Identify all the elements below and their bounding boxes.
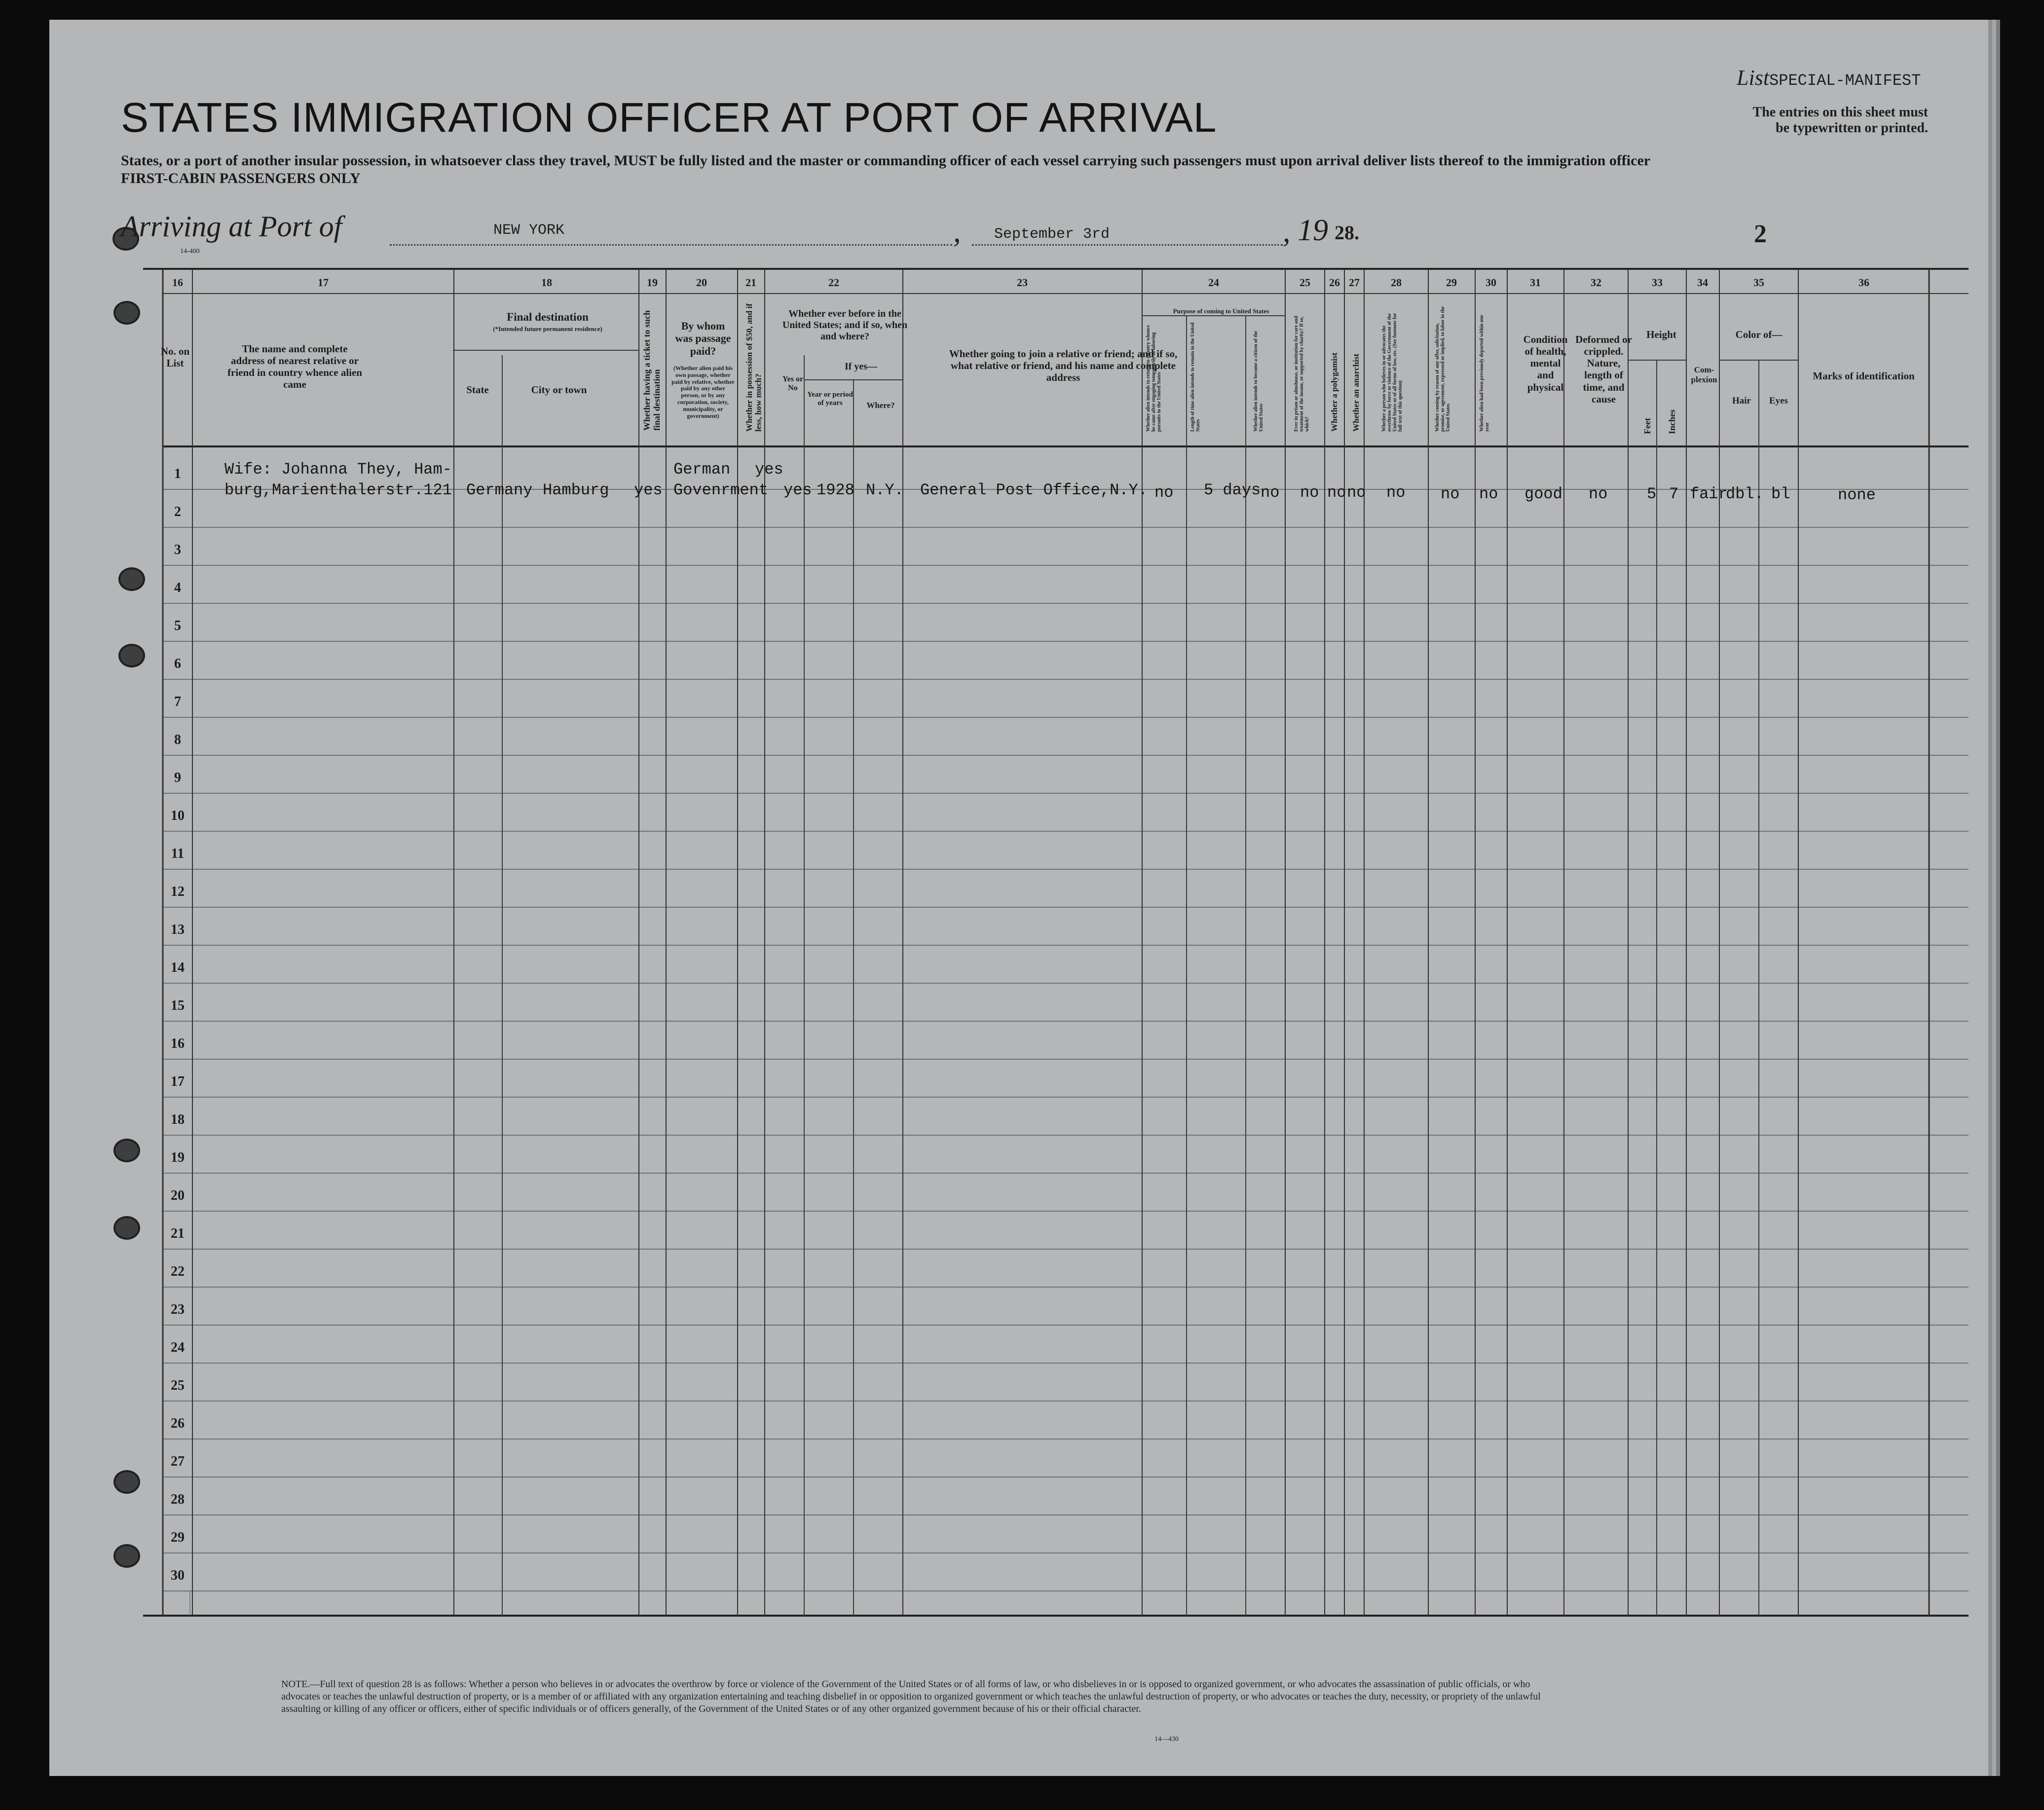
column-number-23: 23 xyxy=(1017,276,1028,289)
small-form-number: 14-400 xyxy=(180,248,200,255)
marks-value: none xyxy=(1838,486,1876,504)
destination-city: Hamburg xyxy=(543,481,609,499)
col27-header: Whether an anarchist xyxy=(1351,353,1361,432)
prison-value: no xyxy=(1300,483,1319,502)
column-number-26: 26 xyxy=(1329,276,1340,289)
col21-header: Whether in possession of $50, and if less, how much? xyxy=(744,303,763,432)
length-of-stay-value: 5 days xyxy=(1204,481,1261,499)
row-number: 7 xyxy=(174,694,181,709)
instructions-line-1: States, or a port of another insular possession, in whatsoever class they travel, MUST be fully listed and the master or commanding officer of each vessel carrying such passengers must upon arrival deliver lists thereof to the immigration officer xyxy=(121,152,1651,169)
col26-header: Whether a polygamist xyxy=(1330,352,1339,432)
hair-value: dbl. xyxy=(1726,485,1764,503)
column-number-31: 31 xyxy=(1530,276,1541,289)
form-title: STATES IMMIGRATION OFFICER AT PORT OF ARRIVAL xyxy=(121,94,1217,141)
before-yesno-value: yes xyxy=(783,481,812,499)
inches-value: 7 xyxy=(1669,485,1679,503)
row-number: 5 xyxy=(174,618,181,633)
health-value: good xyxy=(1524,485,1562,503)
col33-feet-header: Feet xyxy=(1642,418,1652,434)
row-number: 20 xyxy=(171,1188,185,1203)
row-number: 3 xyxy=(174,542,181,557)
row-number: 9 xyxy=(174,770,181,785)
list-value: SPECIAL-MANIFEST xyxy=(1769,72,1921,90)
join-value: General Post Office,N.Y. xyxy=(920,481,1148,499)
date-comma: , xyxy=(1283,215,1291,249)
column-number-24: 24 xyxy=(1208,276,1219,289)
deported-value: no xyxy=(1479,485,1498,503)
col33-header: Height xyxy=(1646,329,1676,340)
column-number-36: 36 xyxy=(1858,276,1869,289)
col22-where-header: Where? xyxy=(866,401,895,410)
row-number: 21 xyxy=(171,1226,185,1241)
row-number: 30 xyxy=(171,1568,185,1583)
col16-header: No. on List xyxy=(160,345,190,369)
column-number-16: 16 xyxy=(172,276,183,289)
footnote: NOTE.—Full text of question 28 is as follows: Whether a person who believes in or advocates the overthrow by force or violence of the Government of the United States or of all forms of law, or who disbelieves in or is opposed to organized government, or who advocates the assassination of public officials, or who advocates or teaches the unlawful destruction of property, or is a member of or affiliated with any organization entertaining and teaching disbelief in or opposition to organized government or which teaches the unlawful destruction of property, or who advocates or teaches the duty, necessity, or propriety of the unlawful assaulting or killing of any officer or officers, either of specific individuals or of officers generally, of the Government of the United States or of any other organized government because of his or their official character. xyxy=(281,1679,1541,1714)
list-label-text: List xyxy=(1737,66,1770,90)
col18-state-header: State xyxy=(466,384,489,396)
page-number: 2 xyxy=(1754,220,1767,248)
col19-header: Whether having a ticket to such final destination xyxy=(642,310,662,431)
col22-ifyes-header: If yes— xyxy=(844,361,878,372)
col31-header: Condition of health, mental and physical xyxy=(1523,333,1568,393)
col22-header: Whether ever before in the United States; and if so, when and where? xyxy=(782,308,908,342)
row-number: 4 xyxy=(174,580,181,595)
column-number-21: 21 xyxy=(745,276,756,289)
col25-header: Ever in prison or almshouse, or institution for care and treatment of the insane, or supported by charity? If so, which? xyxy=(1294,316,1310,432)
col35-eyes-header: Eyes xyxy=(1769,396,1788,406)
row-number: 12 xyxy=(171,884,185,899)
col24-sub2-header: Length of time alien intends to remain in the United States xyxy=(1190,322,1201,432)
row-number: 18 xyxy=(171,1112,185,1127)
row-number: 17 xyxy=(171,1074,185,1089)
date-value: September 3rd xyxy=(994,226,1110,243)
before-year-value: 1928 xyxy=(817,481,855,499)
row-number: 27 xyxy=(171,1454,185,1469)
paid-by-line-2: Govenrment xyxy=(673,481,769,499)
column-number-27: 27 xyxy=(1349,276,1360,289)
col24-header: Purpose of coming to United States xyxy=(1173,307,1269,315)
contract-labor-value: no xyxy=(1441,485,1460,503)
row-number: 1 xyxy=(174,466,181,481)
col36-header: Marks of identification xyxy=(1813,370,1915,382)
column-number-30: 30 xyxy=(1486,276,1496,289)
port-value: NEW YORK xyxy=(493,222,565,239)
col35-header: Color of— xyxy=(1735,329,1783,340)
col20-header: By whom was passage paid? xyxy=(675,320,731,357)
row-number: 13 xyxy=(171,922,185,937)
year-suffix: 28. xyxy=(1335,222,1359,244)
col24-sub1-header: Whether alien intends to return to country whence he came after engaging temporarily in laboring pursuits in the United States xyxy=(1146,325,1162,432)
row-number: 16 xyxy=(171,1036,185,1051)
column-number-20: 20 xyxy=(696,276,707,289)
citizen-value: no xyxy=(1261,483,1280,502)
col20-subheader: (Whether alien paid his own passage, whether paid by relative, whether paid by any other person, or by any corporation, society, municipality, or government) xyxy=(671,365,735,419)
col28-header: Whether a person who believes in or advocates the overthrow by force or violence of the Government of the United States or of all forms of law, etc. (See footnote for full text of this question) xyxy=(1381,313,1403,432)
return-intent-value: no xyxy=(1154,483,1174,502)
col32-header: Deformed or crippled. Nature, length of time, and cause xyxy=(1575,333,1632,405)
paid-by-line-1: German xyxy=(673,460,731,479)
row-number: 2 xyxy=(174,504,181,519)
col24-sub3-header: Whether alien intends to become a citizen of the United States xyxy=(1253,331,1264,432)
row-number: 28 xyxy=(171,1492,185,1507)
column-number-35: 35 xyxy=(1753,276,1764,289)
deformed-value: no xyxy=(1589,485,1608,503)
row-number: 24 xyxy=(171,1340,185,1355)
year-prefix: 19 xyxy=(1298,214,1328,247)
row-number: 26 xyxy=(171,1416,185,1431)
col33-inches-header: Inches xyxy=(1667,409,1677,434)
column-number-25: 25 xyxy=(1300,276,1310,289)
footnote-form-number: 14—430 xyxy=(1154,1736,1179,1743)
column-number-33: 33 xyxy=(1652,276,1663,289)
col23-header: Whether going to join a relative or friend; and if so, what relative or friend, and his name and complete address xyxy=(949,348,1178,384)
row-number: 29 xyxy=(171,1530,185,1545)
relative-address-line-2: burg,Marienthalerstr.121 xyxy=(224,481,452,499)
complexion-value: fair xyxy=(1690,485,1728,503)
instructions-line-2: FIRST-CABIN PASSENGERS ONLY xyxy=(121,170,361,186)
relative-address-line-1: Wife: Johanna They, Ham- xyxy=(224,460,452,479)
col18-subheader: (*Intended future permanent residence) xyxy=(493,325,602,332)
port-comma: , xyxy=(953,215,961,249)
column-number-28: 28 xyxy=(1391,276,1402,289)
destination-state: Germany xyxy=(466,481,533,499)
row-number: 23 xyxy=(171,1302,185,1317)
column-number-17: 17 xyxy=(318,276,329,289)
col18-city-header: City or town xyxy=(531,384,587,396)
manifest-sheet xyxy=(49,20,1988,1776)
overthrow-value: no xyxy=(1386,483,1406,502)
anarchist-value: no xyxy=(1347,483,1366,502)
ticket-value: yes xyxy=(634,481,663,499)
before-where-value: N.Y. xyxy=(866,481,904,499)
col29-header: Whether coming by reason of any offer, solicitation, promise, or agreement, expressed or implied, to labor in the United States xyxy=(1435,306,1451,432)
eyes-value: bl xyxy=(1771,485,1790,503)
row-number: 6 xyxy=(174,656,181,671)
money-value: yes xyxy=(755,460,783,479)
column-number-34: 34 xyxy=(1697,276,1708,289)
row-number: 22 xyxy=(171,1264,185,1279)
row-number: 10 xyxy=(171,808,185,823)
col17-header: The name and complete address of nearest relative or friend in country whence alien came xyxy=(227,343,362,391)
typewriter-note-line-2: be typewritten or printed. xyxy=(1776,120,1928,136)
arriving-label: Arriving at Port of xyxy=(121,210,342,243)
col30-header: Whether alien had been previously deported within one year xyxy=(1479,315,1490,432)
col35-hair-header: Hair xyxy=(1732,396,1751,406)
column-number-18: 18 xyxy=(541,276,552,289)
polygamist-value: no xyxy=(1327,483,1346,502)
row-number: 19 xyxy=(171,1150,185,1165)
row-number: 14 xyxy=(171,960,185,975)
feet-value: 5 xyxy=(1647,485,1657,503)
col34-header: Com-plexion xyxy=(1691,365,1717,384)
column-number-29: 29 xyxy=(1446,276,1457,289)
column-number-19: 19 xyxy=(647,276,658,289)
col22-year-header: Year or period of years xyxy=(807,391,853,407)
column-number-22: 22 xyxy=(828,276,839,289)
col18-header: Final destination xyxy=(507,311,589,323)
row-number: 8 xyxy=(174,732,181,747)
row-number: 11 xyxy=(171,846,185,861)
row-number: 25 xyxy=(171,1378,185,1393)
col22-yesno-header: Yes or No xyxy=(782,375,804,393)
typewriter-note-line-1: The entries on this sheet must xyxy=(1752,105,1928,120)
column-number-32: 32 xyxy=(1591,276,1601,289)
row-number: 15 xyxy=(171,998,185,1013)
